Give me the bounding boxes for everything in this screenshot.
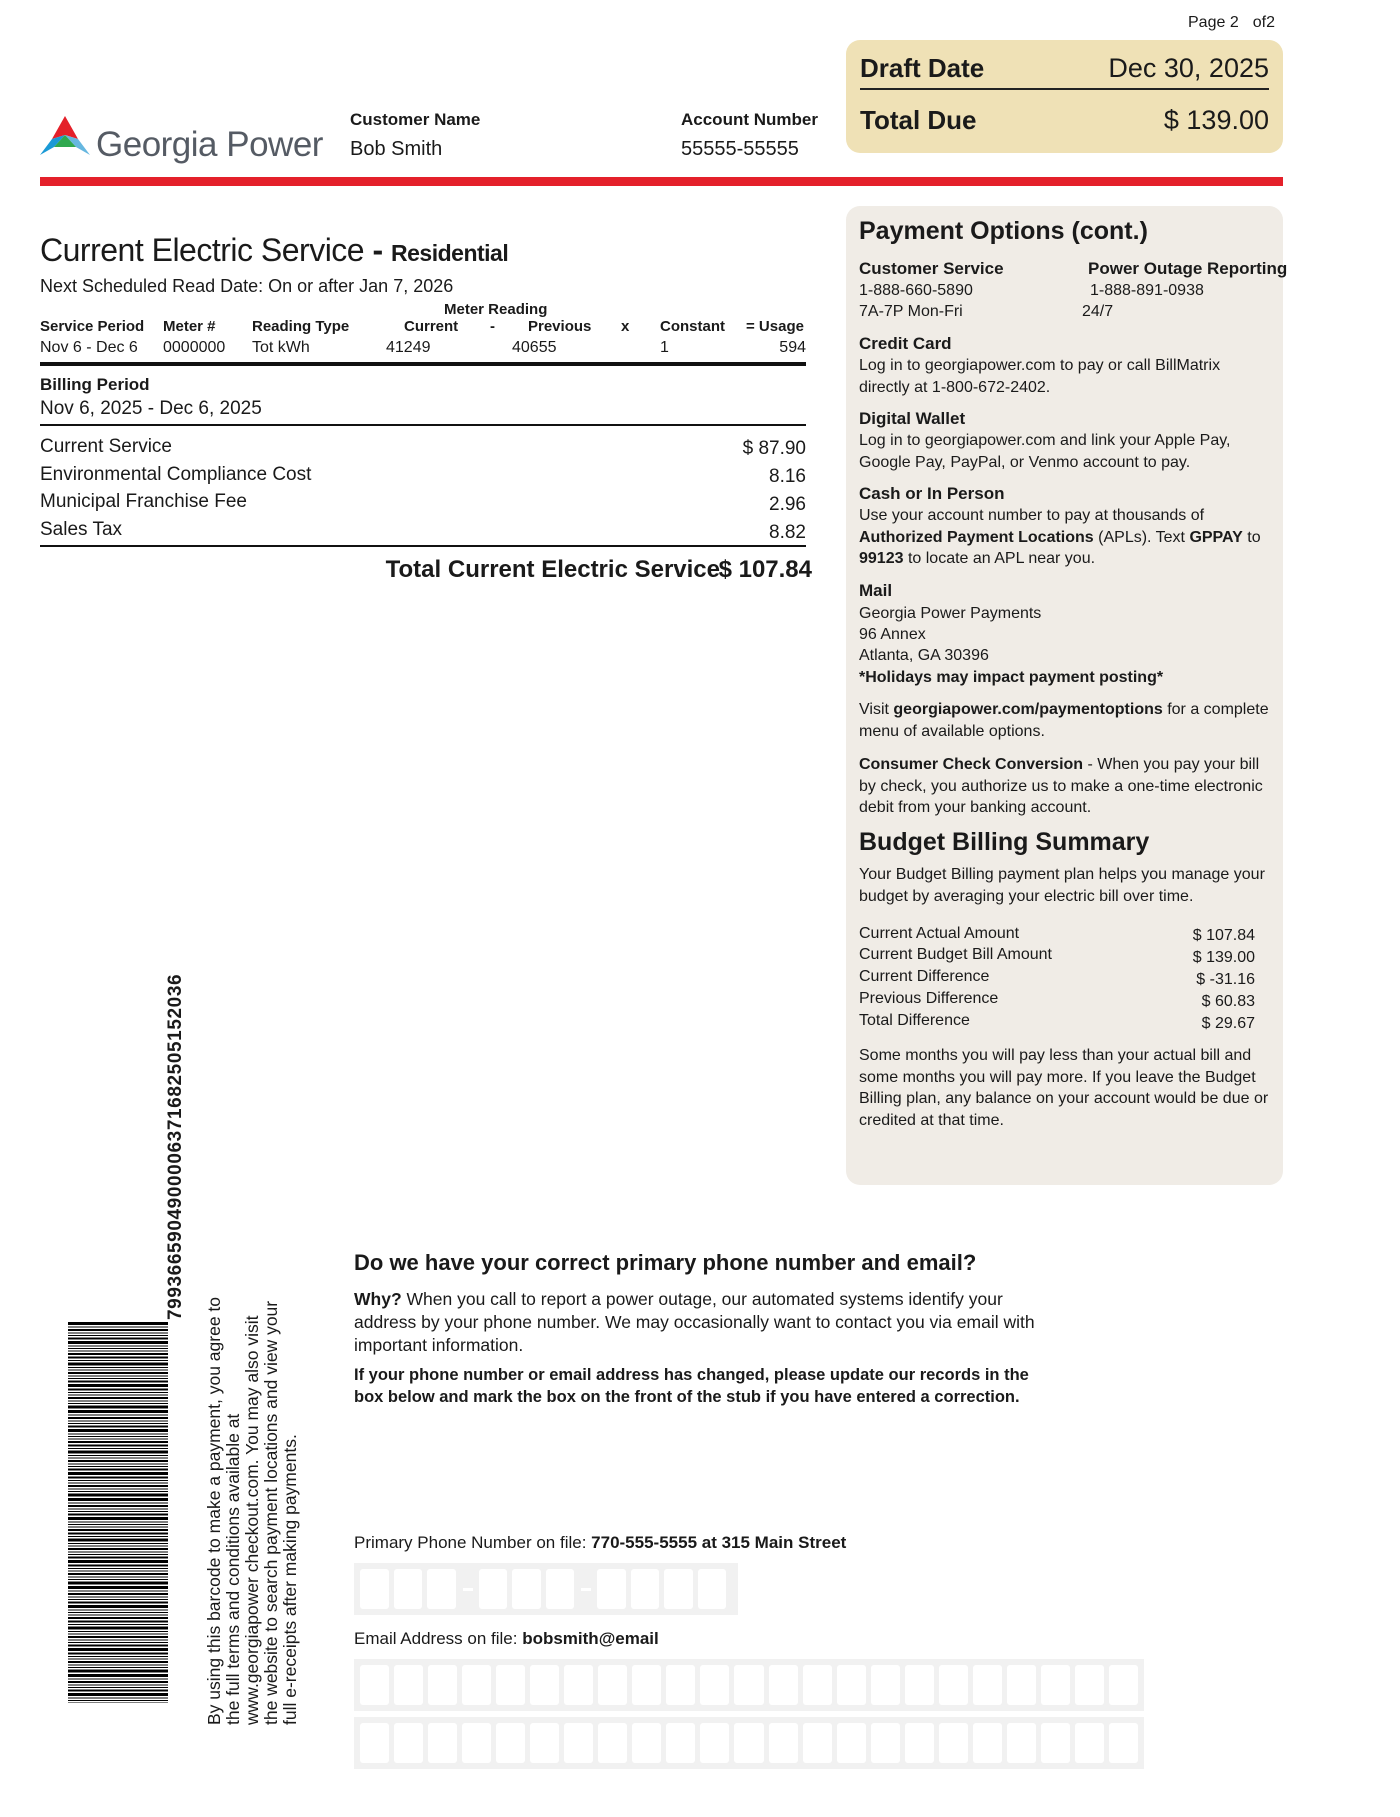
phone-entry-field[interactable]	[354, 1563, 738, 1615]
barcode-bar	[68, 1700, 168, 1701]
barcode-bar	[68, 1335, 168, 1336]
barcode-bar	[68, 1642, 168, 1643]
charge-label: Municipal Franchise Fee	[40, 491, 247, 512]
charge-label: Sales Tax	[40, 519, 123, 540]
visit-payment-options	[859, 699, 1274, 742]
entry-character-box[interactable]	[360, 1569, 389, 1609]
barcode-bar	[68, 1397, 168, 1399]
charges-divider	[40, 545, 806, 547]
entry-character-box[interactable]	[939, 1665, 968, 1705]
entry-character-box[interactable]	[564, 1665, 593, 1705]
budget-row-amount: $ 29.67	[1201, 1015, 1255, 1032]
total-service-amount: $ 107.84	[718, 556, 812, 583]
email-on-file-label: Email Address on file:	[354, 1629, 523, 1648]
barcode-bar	[68, 1565, 168, 1567]
entry-character-box[interactable]	[1109, 1723, 1138, 1763]
barcode-bar	[68, 1573, 168, 1575]
cash-bold-apl: Authorized Payment Locations	[859, 528, 1094, 546]
email-entry-field-line-1[interactable]	[354, 1659, 1144, 1711]
why-label: Why?	[354, 1289, 402, 1309]
barcode-bar	[68, 1426, 168, 1428]
barcode-bar	[68, 1685, 168, 1686]
barcode-bar	[68, 1503, 168, 1504]
barcode-bar	[68, 1554, 168, 1555]
barcode-bar	[68, 1560, 168, 1563]
barcode-bar	[68, 1392, 168, 1393]
barcode-bar	[68, 1498, 168, 1501]
entry-character-box[interactable]	[734, 1723, 763, 1763]
barcode-bar	[68, 1670, 168, 1673]
visit-text-1: Visit	[859, 701, 894, 718]
entry-character-box[interactable]	[394, 1569, 423, 1609]
barcode-bar	[68, 1363, 168, 1366]
barcode-bar	[68, 1480, 168, 1481]
entry-character-box[interactable]	[973, 1665, 1002, 1705]
entry-character-box[interactable]	[360, 1723, 389, 1763]
barcode-bar	[68, 1410, 168, 1413]
col-constant: Constant	[660, 318, 725, 335]
charge-amount: 2.96	[769, 494, 806, 515]
barcode-bar	[68, 1439, 168, 1440]
barcode-bar	[68, 1648, 168, 1651]
phone-on-file	[354, 1533, 846, 1553]
customer-name: Bob Smith	[350, 138, 443, 160]
outage-reporting-hours: 24/7	[1082, 303, 1114, 320]
barcode-bar	[68, 1582, 168, 1585]
barcode-bar	[68, 1615, 168, 1616]
entry-character-box[interactable]	[632, 1665, 661, 1705]
barcode-bar	[68, 1448, 168, 1449]
entry-character-box[interactable]	[427, 1569, 456, 1609]
barcode-bar	[68, 1653, 168, 1655]
service-title-dash: -	[372, 232, 383, 268]
barcode-bar	[68, 1661, 168, 1663]
col-usage: = Usage	[746, 318, 804, 335]
logo-wordmark: Georgia Power	[96, 125, 323, 164]
barcode-bar	[68, 1376, 168, 1377]
cash-text-1: Use your account number to pay at thousands of	[859, 507, 1205, 524]
budget-billing-heading: Budget Billing Summary	[859, 828, 1150, 856]
entry-character-box[interactable]	[1041, 1723, 1070, 1763]
barcode-bar	[68, 1536, 168, 1537]
entry-character-box[interactable]	[700, 1723, 729, 1763]
barcode-bar	[68, 1415, 168, 1416]
meter-divider	[40, 362, 806, 366]
budget-row-amount: $ -31.16	[1196, 971, 1255, 988]
georgia-power-logo	[40, 113, 323, 173]
entry-character-box[interactable]	[1109, 1665, 1138, 1705]
service-type: Residential	[391, 240, 509, 266]
barcode-bar	[68, 1329, 168, 1331]
barcode-bar	[68, 1524, 168, 1525]
budget-row-amount: $ 60.83	[1201, 993, 1255, 1010]
check-conversion	[859, 754, 1274, 819]
col-reading-type: Reading Type	[252, 318, 350, 335]
entry-character-box[interactable]	[496, 1723, 525, 1763]
budget-row-label: Current Actual Amount	[859, 925, 1020, 942]
entry-character-box[interactable]	[871, 1665, 900, 1705]
barcode-bar	[68, 1494, 168, 1497]
digital-wallet-label: Digital Wallet	[859, 409, 966, 428]
entry-character-box[interactable]	[598, 1723, 627, 1763]
entry-character-box[interactable]	[1007, 1723, 1036, 1763]
budget-row-label: Total Difference	[859, 1012, 970, 1029]
barcode-bar	[68, 1451, 168, 1454]
row-constant: 1	[660, 339, 669, 356]
row-previous: 40655	[512, 339, 557, 356]
barcode-bar	[68, 1645, 168, 1647]
row-reading-type: Tot kWh	[252, 339, 310, 356]
barcode-bar	[68, 1665, 168, 1666]
barcode-bar	[68, 1546, 168, 1547]
row-usage: 594	[779, 339, 806, 356]
billing-divider	[40, 424, 806, 426]
visit-text-2: for a complete menu of available options.	[859, 701, 1269, 740]
cash-text-3: to	[1242, 528, 1261, 546]
entry-character-box[interactable]	[394, 1723, 423, 1763]
billing-period: Nov 6, 2025 - Dec 6, 2025	[40, 398, 262, 419]
col-current: Current	[404, 318, 459, 335]
entry-character-box[interactable]	[837, 1665, 866, 1705]
mail-address-line-2: 96 Annex	[859, 626, 926, 643]
customer-service-hours: 7A-7P Mon-Fri	[859, 303, 963, 320]
cash-text-2: (APLs). Text	[1093, 528, 1190, 546]
col-minus: -	[490, 318, 495, 335]
entry-character-box[interactable]	[597, 1569, 626, 1609]
service-title	[40, 232, 508, 269]
customer-service-phone: 1-888-660-5890	[859, 282, 973, 299]
barcode-bar	[68, 1381, 168, 1383]
budget-row-label: Current Budget Bill Amount	[859, 946, 1052, 963]
charge-amount: 8.82	[769, 522, 806, 543]
contact-update-instructions: If your phone number or email address has changed, please update our records in the box below and mark the box on the front of the stub if you have entered a correction.	[354, 1366, 1029, 1406]
entry-character-box[interactable]	[462, 1723, 491, 1763]
barcode-bar	[68, 1703, 168, 1704]
barcode-bar	[68, 1529, 168, 1531]
barcode-bar	[68, 1674, 168, 1677]
barcode-bar	[68, 1464, 168, 1465]
cash-in-person-text	[859, 505, 1274, 570]
budget-billing-intro: Your Budget Billing payment plan helps you manage your budget by averaging your electric bill over time.	[859, 866, 1265, 905]
barcode-bar	[68, 1659, 168, 1660]
entry-character-box[interactable]	[428, 1665, 457, 1705]
entry-character-box[interactable]	[530, 1665, 559, 1705]
check-conversion-text: - When you pay your bill by check, you authorize us to make a one-time electronic debit from your banking account.	[859, 756, 1263, 816]
draft-summary-box	[846, 40, 1283, 153]
entry-character-box[interactable]	[769, 1723, 798, 1763]
entry-character-box[interactable]	[666, 1665, 695, 1705]
barcode-bar	[68, 1690, 168, 1692]
cash-text-4: to locate an APL near you.	[903, 550, 1096, 567]
entry-character-box[interactable]	[734, 1665, 763, 1705]
entry-character-box[interactable]	[905, 1723, 934, 1763]
barcode-bar	[68, 1491, 168, 1492]
budget-billing-note: Some months you will pay less than your actual bill and some months you will pay more. If you leave the Budget Billing plan, any balance on your account would be due or credited at that time.	[859, 1047, 1269, 1129]
barcode-bar	[68, 1621, 168, 1623]
barcode-bar	[68, 1517, 168, 1520]
entry-character-box[interactable]	[496, 1665, 525, 1705]
barcode-bar	[68, 1434, 168, 1435]
barcode-bar	[68, 1389, 168, 1391]
entry-character-box[interactable]	[700, 1665, 729, 1705]
entry-character-box[interactable]	[631, 1569, 660, 1609]
barcode-bar	[68, 1346, 168, 1347]
entry-character-box[interactable]	[1041, 1665, 1070, 1705]
budget-row-label: Current Difference	[859, 968, 990, 985]
total-due-value: $ 139.00	[1163, 105, 1269, 135]
entry-character-box[interactable]	[564, 1723, 593, 1763]
barcode-bar	[68, 1656, 168, 1657]
barcode-bar	[68, 1472, 168, 1475]
draft-date-row	[860, 50, 1269, 90]
barcode-bar	[68, 1509, 168, 1510]
barcode-bar	[68, 1327, 168, 1328]
barcode-bar	[68, 1552, 168, 1553]
entry-character-box[interactable]	[360, 1665, 389, 1705]
outage-reporting-phone: 1-888-891-0938	[1090, 282, 1204, 299]
barcode-bar	[68, 1485, 168, 1487]
barcode-bar	[68, 1591, 168, 1592]
entry-character-box[interactable]	[462, 1665, 491, 1705]
entry-character-box[interactable]	[803, 1665, 832, 1705]
barcode-bar	[68, 1466, 168, 1467]
barcode-bar	[68, 1612, 168, 1613]
entry-character-box[interactable]	[394, 1665, 423, 1705]
cash-bold-shortcode: 99123	[859, 550, 904, 567]
meter-reading-header: Meter Reading	[444, 301, 548, 318]
barcode-bar	[68, 1533, 168, 1535]
barcode-bar	[68, 1579, 168, 1580]
customer-service-label: Customer Service	[859, 259, 1004, 278]
budget-row-amount: $ 139.00	[1192, 949, 1255, 966]
payment-options-heading: Payment Options (cont.)	[859, 217, 1148, 245]
email-entry-field-line-2[interactable]	[354, 1717, 1144, 1769]
account-number: 55555-55555	[681, 138, 799, 160]
entry-character-box[interactable]	[973, 1723, 1002, 1763]
row-service-period: Nov 6 - Dec 6	[40, 339, 138, 356]
entry-character-box[interactable]	[664, 1569, 693, 1609]
barcode-bar	[68, 1378, 168, 1379]
why-text: When you call to report a power outage, our automated systems identify your address by your phone number. We may occasionally want to contact you via email with important information.	[354, 1289, 1035, 1355]
barcode-bar	[68, 1634, 168, 1635]
barcode-bar	[68, 1351, 168, 1352]
barcode-bar	[68, 1597, 168, 1598]
barcode-bar	[68, 1557, 168, 1559]
barcode-bar	[68, 1568, 168, 1569]
barcode-bar	[68, 1489, 168, 1490]
barcode-bar	[68, 1605, 168, 1608]
entry-character-box[interactable]	[698, 1569, 727, 1609]
barcode-bar	[68, 1458, 168, 1459]
billing-period-label: Billing Period	[40, 375, 150, 394]
barcode-bar	[68, 1617, 168, 1619]
charge-amount: $ 87.90	[742, 438, 806, 459]
barcode-bar	[68, 1341, 168, 1344]
barcode-bar	[68, 1527, 168, 1528]
total-service-label: Total Current Electric Service	[385, 556, 720, 583]
barcode-bar	[68, 1599, 168, 1600]
entry-character-box[interactable]	[428, 1723, 457, 1763]
barcode-bar	[68, 1372, 168, 1374]
barcode-bar	[68, 1681, 168, 1683]
barcode-bar	[68, 1406, 168, 1409]
barcode-bar	[68, 1403, 168, 1404]
next-read-date: Next Scheduled Read Date: On or after Jan 7, 2026	[40, 276, 454, 296]
contact-question: Do we have your correct primary phone number and email?	[354, 1250, 977, 1275]
barcode-bar	[68, 1357, 168, 1359]
logo-mark-icon	[40, 113, 90, 161]
col-service-period: Service Period	[40, 318, 145, 335]
email-on-file-value: bobsmith@email	[522, 1629, 659, 1648]
barcode-bar	[68, 1514, 168, 1516]
barcode-bar	[68, 1687, 168, 1688]
barcode-bar	[68, 1455, 168, 1456]
barcode-bar	[68, 1548, 168, 1550]
account-number-label: Account Number	[681, 110, 818, 129]
total-due-row	[860, 100, 1269, 140]
charge-label: Current Service	[40, 436, 172, 457]
barcode-bar	[68, 1698, 168, 1699]
mail-label: Mail	[859, 581, 893, 600]
barcode-bar	[68, 1436, 168, 1437]
barcode-bar	[68, 1602, 168, 1604]
outage-reporting-label: Power Outage Reporting	[1088, 259, 1288, 278]
barcode-bar	[68, 1333, 168, 1334]
page-number	[1188, 14, 1288, 32]
charge-amount: 8.16	[769, 466, 806, 487]
cash-bold-gppay: GPPAY	[1189, 528, 1243, 546]
barcode-bar	[68, 1460, 168, 1462]
entry-character-box[interactable]	[479, 1569, 508, 1609]
total-due-label: Total Due	[860, 105, 977, 135]
barcode-bar	[68, 1469, 168, 1471]
entry-character-box[interactable]	[546, 1569, 575, 1609]
barcode-bar	[68, 1370, 168, 1371]
entry-character-box[interactable]	[1075, 1723, 1104, 1763]
credit-card-text: Log in to georgiapower.com to pay or call BillMatrix directly at 1-800-672-2402.	[859, 357, 1221, 396]
barcode-bar	[68, 1593, 168, 1595]
header-divider	[40, 177, 1283, 186]
entry-character-box[interactable]	[530, 1723, 559, 1763]
barcode-bar	[68, 1577, 168, 1578]
phone-on-file-value: 770-555-5555 at 315 Main Street	[591, 1533, 847, 1552]
charge-label: Environmental Compliance Cost	[40, 464, 312, 485]
barcode-bar	[68, 1679, 168, 1680]
barcode-number	[165, 973, 195, 1705]
barcode-bar	[68, 1693, 168, 1696]
entry-character-box[interactable]	[837, 1723, 866, 1763]
barcode-bar	[68, 1367, 168, 1368]
barcode-bar	[68, 1667, 168, 1668]
barcode-bar	[68, 1586, 168, 1589]
barcode-bar	[68, 1421, 168, 1422]
customer-name-label: Customer Name	[350, 110, 481, 129]
barcode-bar	[68, 1353, 168, 1355]
barcode-bar	[68, 1571, 168, 1572]
entry-character-box[interactable]	[666, 1723, 695, 1763]
payment-options-link[interactable]: georgiapower.com/paymentoptions	[893, 701, 1163, 718]
barcode-number-text: 79936659049000063716825051520​36	[165, 973, 186, 1320]
col-previous: Previous	[528, 318, 592, 335]
service-title-text: Current Electric Service	[40, 232, 365, 268]
barcode-terms	[205, 1295, 315, 1725]
barcode-bar	[68, 1477, 168, 1479]
phone-dash-separator	[581, 1588, 591, 1591]
cash-in-person-label: Cash or In Person	[859, 484, 1005, 503]
barcode-bar	[68, 1429, 168, 1432]
barcode-bar	[68, 1441, 168, 1443]
barcode-bar	[68, 1348, 168, 1349]
entry-character-box[interactable]	[1075, 1665, 1104, 1705]
mail-address-line-1: Georgia Power Payments	[859, 605, 1042, 622]
row-current: 41249	[386, 339, 431, 356]
entry-character-box[interactable]	[1007, 1665, 1036, 1705]
barcode-bar	[68, 1610, 168, 1611]
entry-character-box[interactable]	[512, 1569, 541, 1609]
entry-character-box[interactable]	[632, 1723, 661, 1763]
barcode-bar	[68, 1636, 168, 1638]
barcode-bar	[68, 1360, 168, 1361]
page-label: Page 2	[1188, 14, 1239, 31]
col-times: x	[621, 318, 630, 335]
payment-barcode	[68, 1320, 168, 1705]
mail-holiday-note: *Holidays may impact payment posting*	[859, 669, 1164, 686]
draft-date-label: Draft Date	[860, 53, 985, 83]
budget-row-amount: $ 107.84	[1192, 927, 1255, 944]
barcode-bar	[68, 1627, 168, 1630]
entry-character-box[interactable]	[769, 1665, 798, 1705]
barcode-bar	[68, 1401, 168, 1402]
barcode-bar	[68, 1395, 168, 1396]
digital-wallet-text: Log in to georgiapower.com and link your Apple Pay, Google Pay, PayPal, or Venmo account to pay.	[859, 432, 1231, 471]
col-meter-number: Meter #	[163, 318, 216, 335]
mail-address-line-3: Atlanta, GA 30396	[859, 647, 989, 664]
barcode-bar	[68, 1539, 168, 1542]
barcode-bar	[68, 1511, 168, 1512]
row-meter-number: 0000000	[163, 339, 226, 356]
barcode-bar	[68, 1338, 168, 1340]
barcode-bar	[68, 1483, 168, 1484]
barcode-bar	[68, 1417, 168, 1419]
entry-character-box[interactable]	[871, 1723, 900, 1763]
phone-on-file-label: Primary Phone Number on file:	[354, 1533, 592, 1552]
barcode-bar	[68, 1322, 168, 1325]
barcode-bar	[68, 1445, 168, 1447]
entry-character-box[interactable]	[598, 1665, 627, 1705]
check-conversion-label: Consumer Check Conversion	[859, 756, 1084, 773]
entry-character-box[interactable]	[905, 1665, 934, 1705]
barcode-bar	[68, 1505, 168, 1507]
barcode-bar	[68, 1384, 168, 1387]
barcode-bar	[68, 1522, 168, 1523]
barcode-bar	[68, 1624, 168, 1625]
phone-dash-separator	[463, 1588, 473, 1591]
barcode-bar	[68, 1631, 168, 1632]
draft-date-value: Dec 30, 2025	[1108, 53, 1269, 83]
entry-character-box[interactable]	[939, 1723, 968, 1763]
budget-row-label: Previous Difference	[859, 990, 999, 1007]
barcode-bar	[68, 1423, 168, 1424]
barcode-bar	[68, 1543, 168, 1544]
entry-character-box[interactable]	[803, 1723, 832, 1763]
email-on-file	[354, 1629, 659, 1649]
page-of: of2	[1252, 14, 1275, 31]
barcode-terms-text: By using this barcode to make a payment, you agree to the full terms and conditions available at www.georgiapower checkout.com. You may also visit the website to search payment locations and view your full e-receipts after making payments.	[204, 1296, 300, 1725]
credit-card-label: Credit Card	[859, 334, 952, 353]
barcode-bar	[68, 1640, 168, 1641]
